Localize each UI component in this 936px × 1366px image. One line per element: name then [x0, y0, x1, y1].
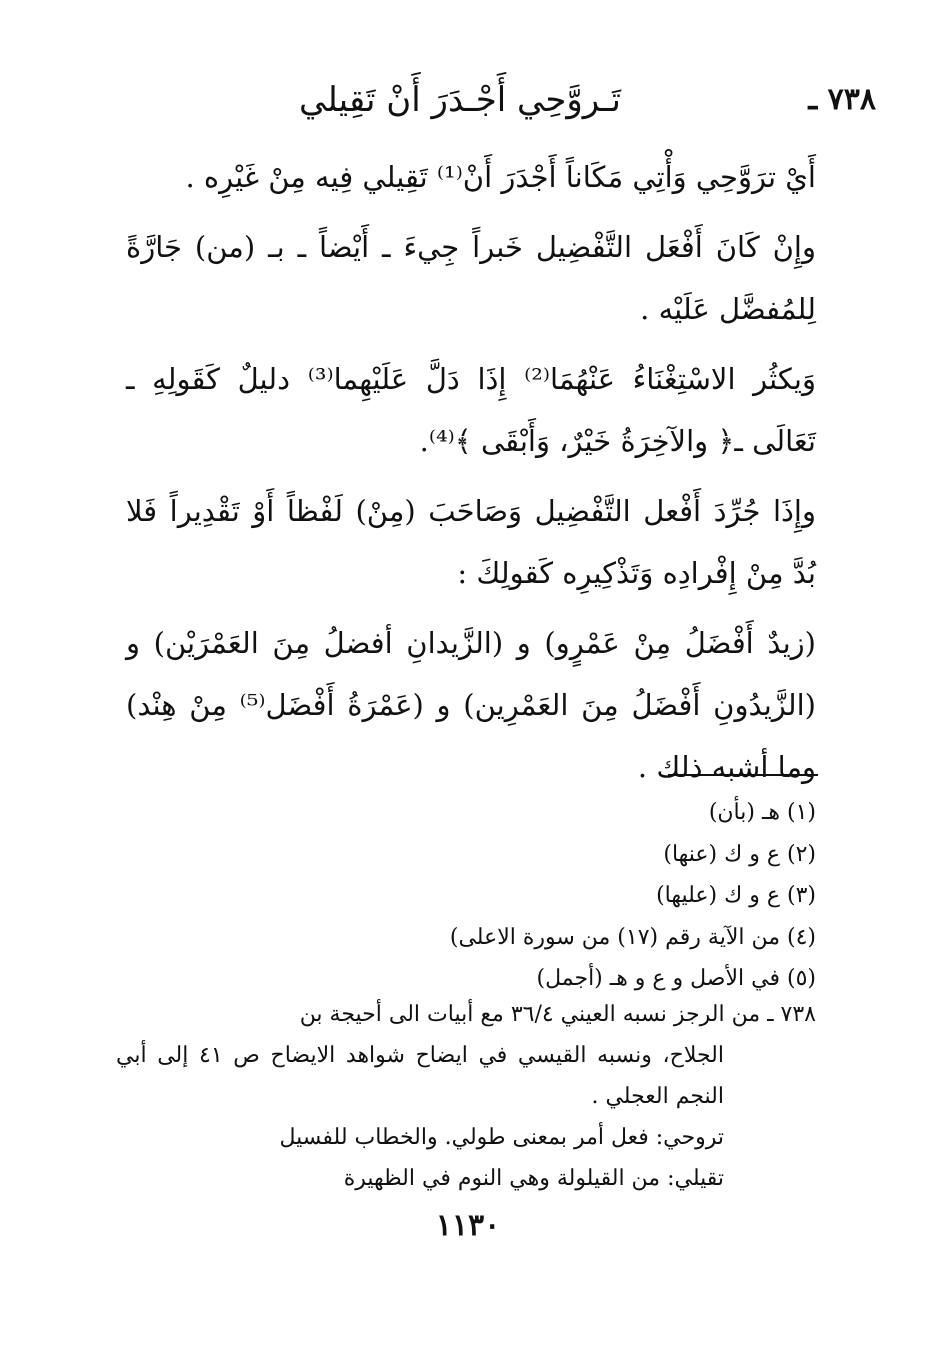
- poem-number: ٧٣٨ ـ: [808, 82, 876, 117]
- gloss-line: تروحي: فعل أمر بمعنى طولي. والخطاب للفسيل: [279, 1125, 724, 1150]
- footnote: (٤) من الآية رقم (١٧) من سورة الاعلى): [449, 924, 816, 950]
- main-text: [126, 146, 816, 806]
- paragraph: أَيْ ترَوَّحِي وَأْتِي مَكَاناً أَجْدَرَ أَنْ⁽¹⁾ تَقِيلي فِيه مِنْ غَيْرِه .: [185, 160, 816, 194]
- paragraph: وإِنْ كَانَ أَفْعَل التَّفْضِيل خَبراً جِيءَ ـ أَيْضاً ـ بـ (من) جَارَّةً لِلمُفضَّل عَلَيْه .: [126, 230, 816, 326]
- page-number: ١١٣٠: [435, 1208, 501, 1243]
- footnote-divider: [668, 774, 818, 776]
- footnote: (١) هـ (بأن): [708, 800, 816, 825]
- footnote: (٥) في الأصل و ع و هـ (أجمل): [536, 966, 816, 991]
- paragraph: وَيكثُر الاسْتِغْنَاءُ عَنْهُمَا⁽²⁾ إِذَا دَلَّ عَلَيْهِما⁽³⁾ دليلٌ كَقَولِهِ ـ تَعَالَى ـ﴿ والآخِرَةُ خَيْرٌ، وَأَبْقَى ﴾⁽⁴⁾.: [126, 362, 816, 458]
- footnote: (٣) ع و ك (عليها): [656, 883, 816, 908]
- footnote: (٢) ع و ك (عنها): [663, 841, 816, 867]
- footnotes: [116, 792, 816, 1000]
- source-note-continuation: الجلاح، ونسبه القيسي في ايضاح شواهد الايضاح ص ٤١ إلى أبي النجم العجلي .: [116, 1043, 724, 1109]
- poem-verse: تَـروَّحِي أَجْـدَرَ أَنْ تَقِيلي: [298, 80, 621, 120]
- gloss-line: تقيلي: من القيلولة وهي النوم في الظهيرة: [343, 1166, 724, 1191]
- source-note-first-line: ٧٣٨ ـ من الرجز نسبه العيني ٣٦/٤ مع أبيات الى أحيجة بن: [299, 1002, 816, 1027]
- paragraph: وإِذَا جُرِّدَ أَفْعل التَّفْضِيل وَصَاحَبَ (مِنْ) لَفْظاً أَوْ تَقْدِيراً فَلا بُدَّ مِنْ إِفْرادِه وَتَذْكِيرِه كَقولِكَ :: [126, 494, 816, 590]
- source-note: [116, 994, 816, 1199]
- paragraph: (زيدٌ أَفْضَلُ مِنْ عَمْرٍو) و (الزَّيدانِ أفضلُ مِنَ العَمْرَيْن) و (الزَّيدُونِ أَفْضَلُ مِنَ العَمْرِين) و (عَمْرَةُ أَفْضَل⁽⁵⁾ مِنْ هِنْد) وما أشبه ذلك .: [126, 626, 816, 784]
